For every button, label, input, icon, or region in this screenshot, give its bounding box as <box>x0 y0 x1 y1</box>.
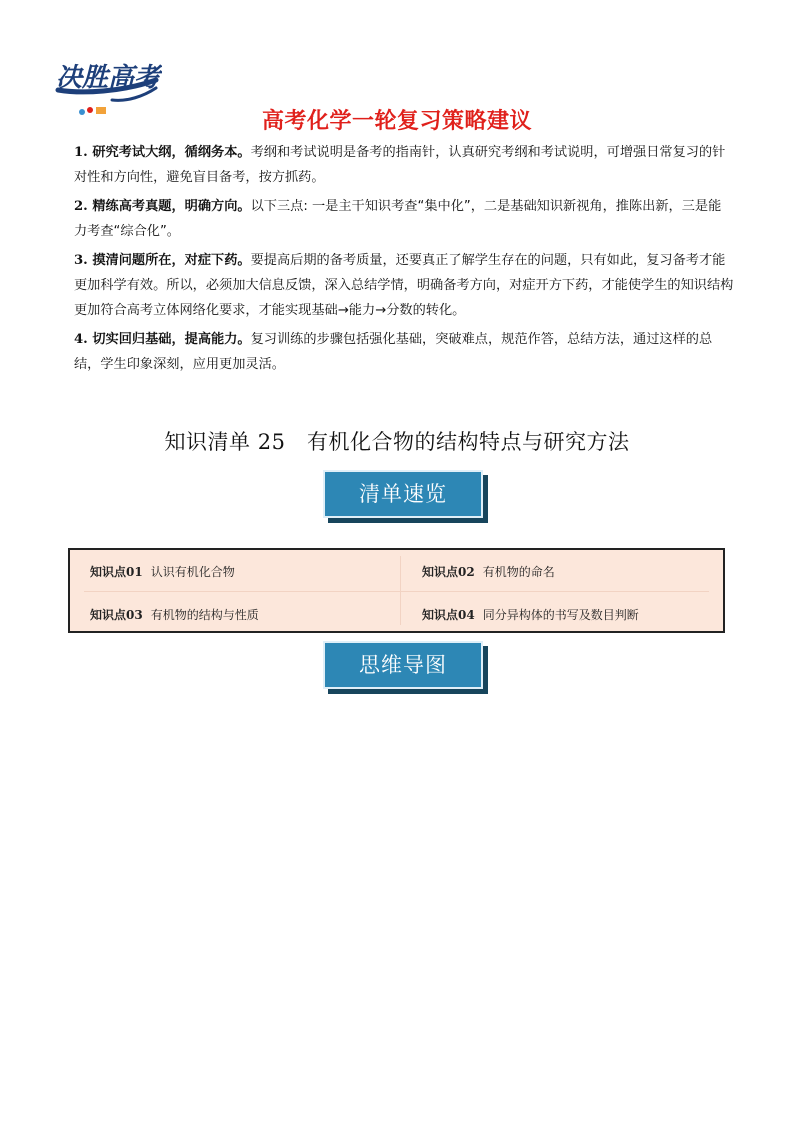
tip-item <box>74 140 734 190</box>
tip-text: 以下三点: 一是主干知识考查“集中化”，二是基础知识新视角，推陈出新，三是能力考查“综合化”。 <box>74 199 722 239</box>
tip-heading: 3. 摸清问题所在，对症下药。 <box>74 253 251 268</box>
tip-item <box>74 327 734 377</box>
knowledge-point-item[interactable] <box>90 563 235 580</box>
strategy-tips <box>74 140 734 381</box>
knowledge-point-label: 有机物的命名 <box>482 565 555 579</box>
tip-text: 要提高后期的备考质量，还要真正了解学生存在的问题，只有如此，复习备考才能更加科学有效。所以，必须加大信息反馈，深入总结学情，明确备考方向，对症开方下药，才能使学生的知识结构更加符合高考立体网络化要求，才能实现基础→能力→分数的转化。 <box>74 253 734 318</box>
svg-text:决胜高考: 决胜高考 <box>56 63 161 93</box>
overview-badge: 清单速览 <box>323 470 483 518</box>
knowledge-point-label: 同分异构体的书写及数目判断 <box>482 608 639 622</box>
tip-item <box>74 194 734 244</box>
tip-heading: 4. 切实回归基础，提高能力。 <box>74 332 251 347</box>
knowledge-point-number: 知识点01 <box>90 565 143 579</box>
knowledge-point-item[interactable] <box>422 606 639 623</box>
knowledge-point-table <box>68 548 725 633</box>
tip-text: 复习训练的步骤包括强化基础，突破难点，规范作答，总结方法，通过这样的总结，学生印象深刻，应用更加灵活。 <box>74 332 713 372</box>
knowledge-point-label: 有机物的结构与性质 <box>150 608 259 622</box>
table-divider <box>400 556 401 625</box>
mindmap-badge: 思维导图 <box>323 641 483 689</box>
knowledge-point-number: 知识点02 <box>422 565 475 579</box>
page-title: 高考化学一轮复习策略建议 <box>261 109 532 134</box>
tip-heading: 1. 研究考试大纲，循纲务本。 <box>74 145 251 160</box>
knowledge-point-label: 认识有机化合物 <box>150 565 235 579</box>
knowledge-point-item[interactable] <box>90 606 259 623</box>
section-title: 知识清单 25 有机化合物的结构特点与研究方法 <box>164 430 630 454</box>
tip-heading: 2. 精练高考真题，明确方向。 <box>74 199 251 214</box>
knowledge-point-number: 知识点03 <box>90 608 143 622</box>
table-divider <box>84 591 709 592</box>
tip-text: 考纲和考试说明是备考的指南针，认真研究考纲和考试说明，可增强日常复习的针对性和方向性，避免盲目备考，按方抓药。 <box>74 145 726 185</box>
knowledge-point-number: 知识点04 <box>422 608 475 622</box>
knowledge-point-item[interactable] <box>422 563 555 580</box>
tip-item <box>74 248 734 323</box>
